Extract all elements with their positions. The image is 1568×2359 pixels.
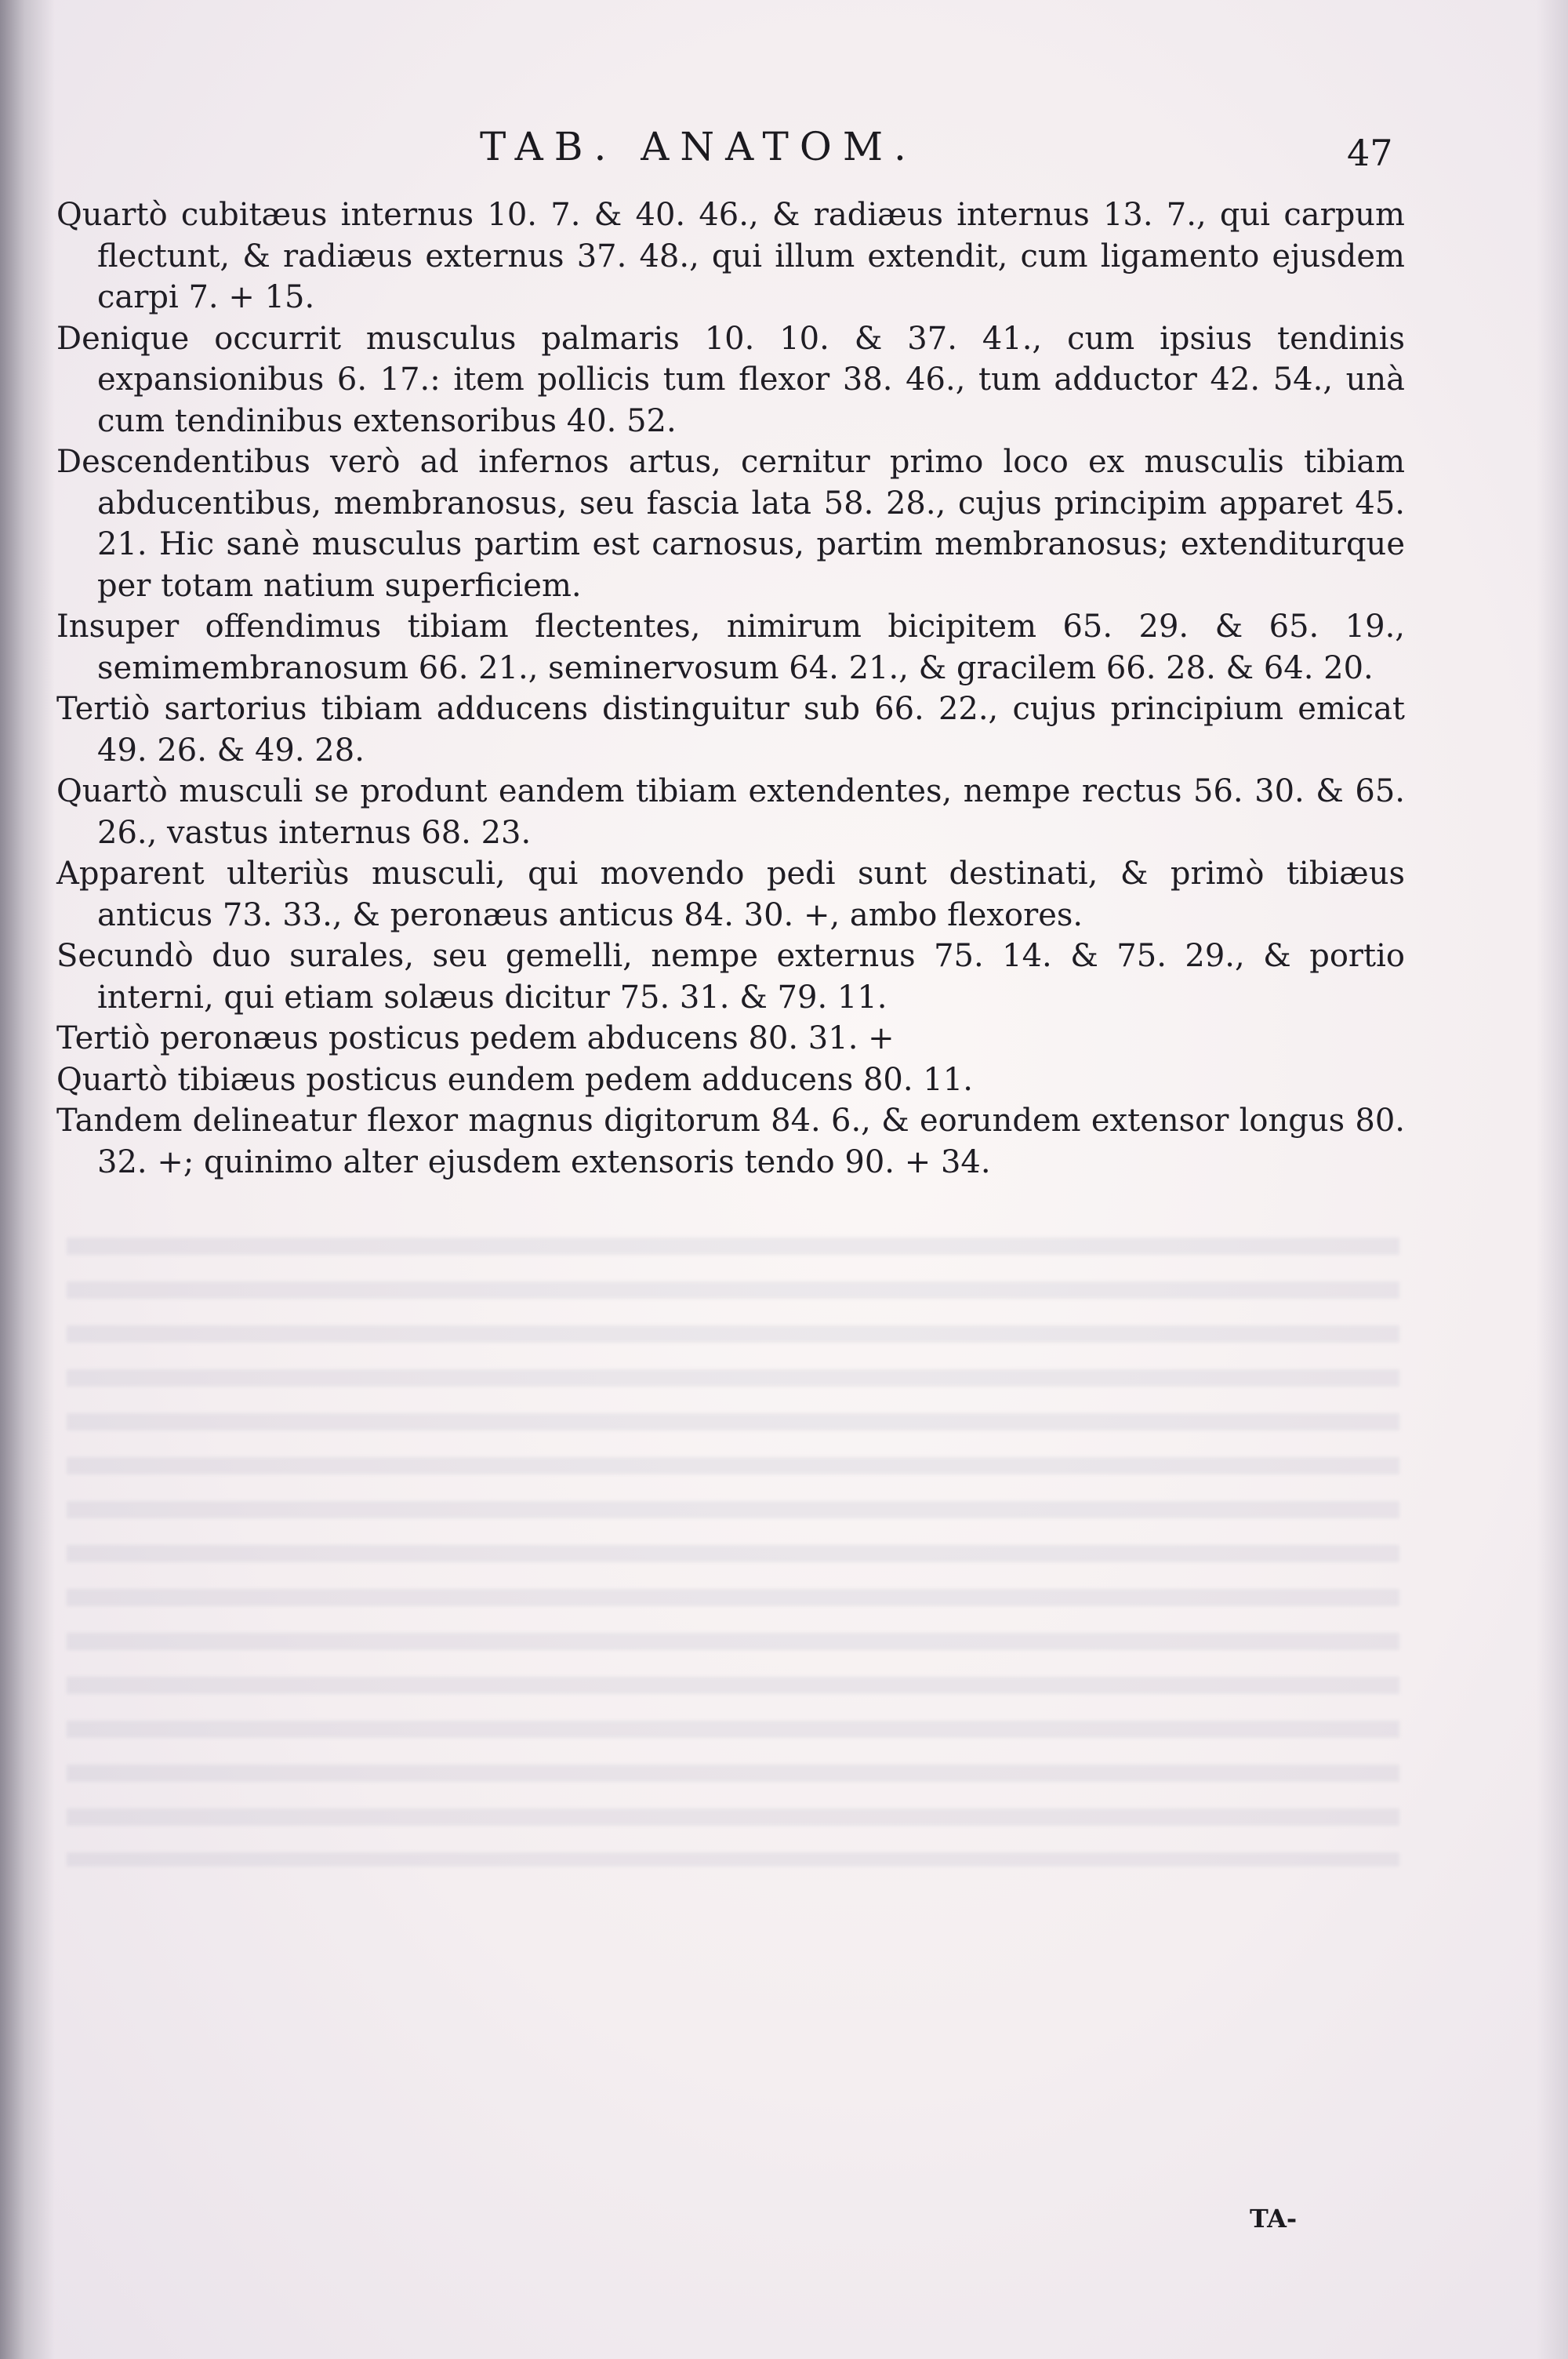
paragraph: Insuper offendimus tibiam flectentes, nimirum bicipitem 65. 29. & 65. 19., semimembranosum 66. 21., seminervosum 64. 21., & gracilem 66. 28. & 64. 20. bbox=[56, 609, 1405, 686]
gutter-shadow bbox=[0, 0, 55, 2359]
page-header bbox=[0, 124, 1568, 179]
catchword: TA- bbox=[1250, 2204, 1298, 2234]
paragraph: Tandem delineatur flexor magnus digitorum 84. 6., & eorundem extensor longus 80. 32. +; quinimo alter ejusdem extensoris tendo 90. + 34. bbox=[56, 1103, 1405, 1180]
page-edge bbox=[1537, 0, 1568, 2359]
running-title: TAB. ANATOM. bbox=[480, 124, 917, 169]
paragraph: Quartò tibiæus posticus eundem pedem adducens 80. 11. bbox=[56, 1061, 973, 1098]
paragraph: Secundò duo surales, seu gemelli, nempe externus 75. 14. & 75. 29., & portio interni, qui etiam solæus dicitur 75. 31. & 79. 11. bbox=[56, 938, 1405, 1016]
body-text bbox=[56, 194, 1405, 1183]
page-number: 47 bbox=[1347, 132, 1393, 174]
paragraph: Descendentibus verò ad infernos artus, cernitur primo loco ex musculis tibiam abducentibus, membranosus, seu fascia lata 58. 28., cujus principim apparet 45. 21. Hic sanè musculus partim est carnosus, partim membranosus; extenditurque per totam natium superficiem. bbox=[56, 444, 1405, 604]
bleed-through-text bbox=[67, 1223, 1399, 1866]
paragraph: Apparent ulteriùs musculi, qui movendo pedi sunt destinati, & primò tibiæus anticus 73. 33., & peronæus anticus 84. 30. +, ambo flexores. bbox=[56, 856, 1405, 933]
paragraph: Tertiò sartorius tibiam adducens distinguitur sub 66. 22., cujus principium emicat 49. 26. & 49. 28. bbox=[56, 691, 1405, 769]
paragraph: Quartò cubitæus internus 10. 7. & 40. 46., & radiæus internus 13. 7., qui carpum flectunt, & radiæus externus 37. 48., qui illum extendit, cum ligamento ejusdem carpi 7. + 15. bbox=[56, 197, 1405, 315]
paragraph: Tertiò peronæus posticus pedem abducens 80. 31. + bbox=[56, 1020, 895, 1056]
paragraph: Quartò musculi se produnt eandem tibiam extendentes, nempe rectus 56. 30. & 65. 26., vastus internus 68. 23. bbox=[56, 773, 1405, 851]
paragraph: Denique occurrit musculus palmaris 10. 10. & 37. 41., cum ipsius tendinis expansionibus 6. 17.: item pollicis tum flexor 38. 46., tum adductor 42. 54., unà cum tendinibus extensoribus 40. 52. bbox=[56, 320, 1405, 439]
